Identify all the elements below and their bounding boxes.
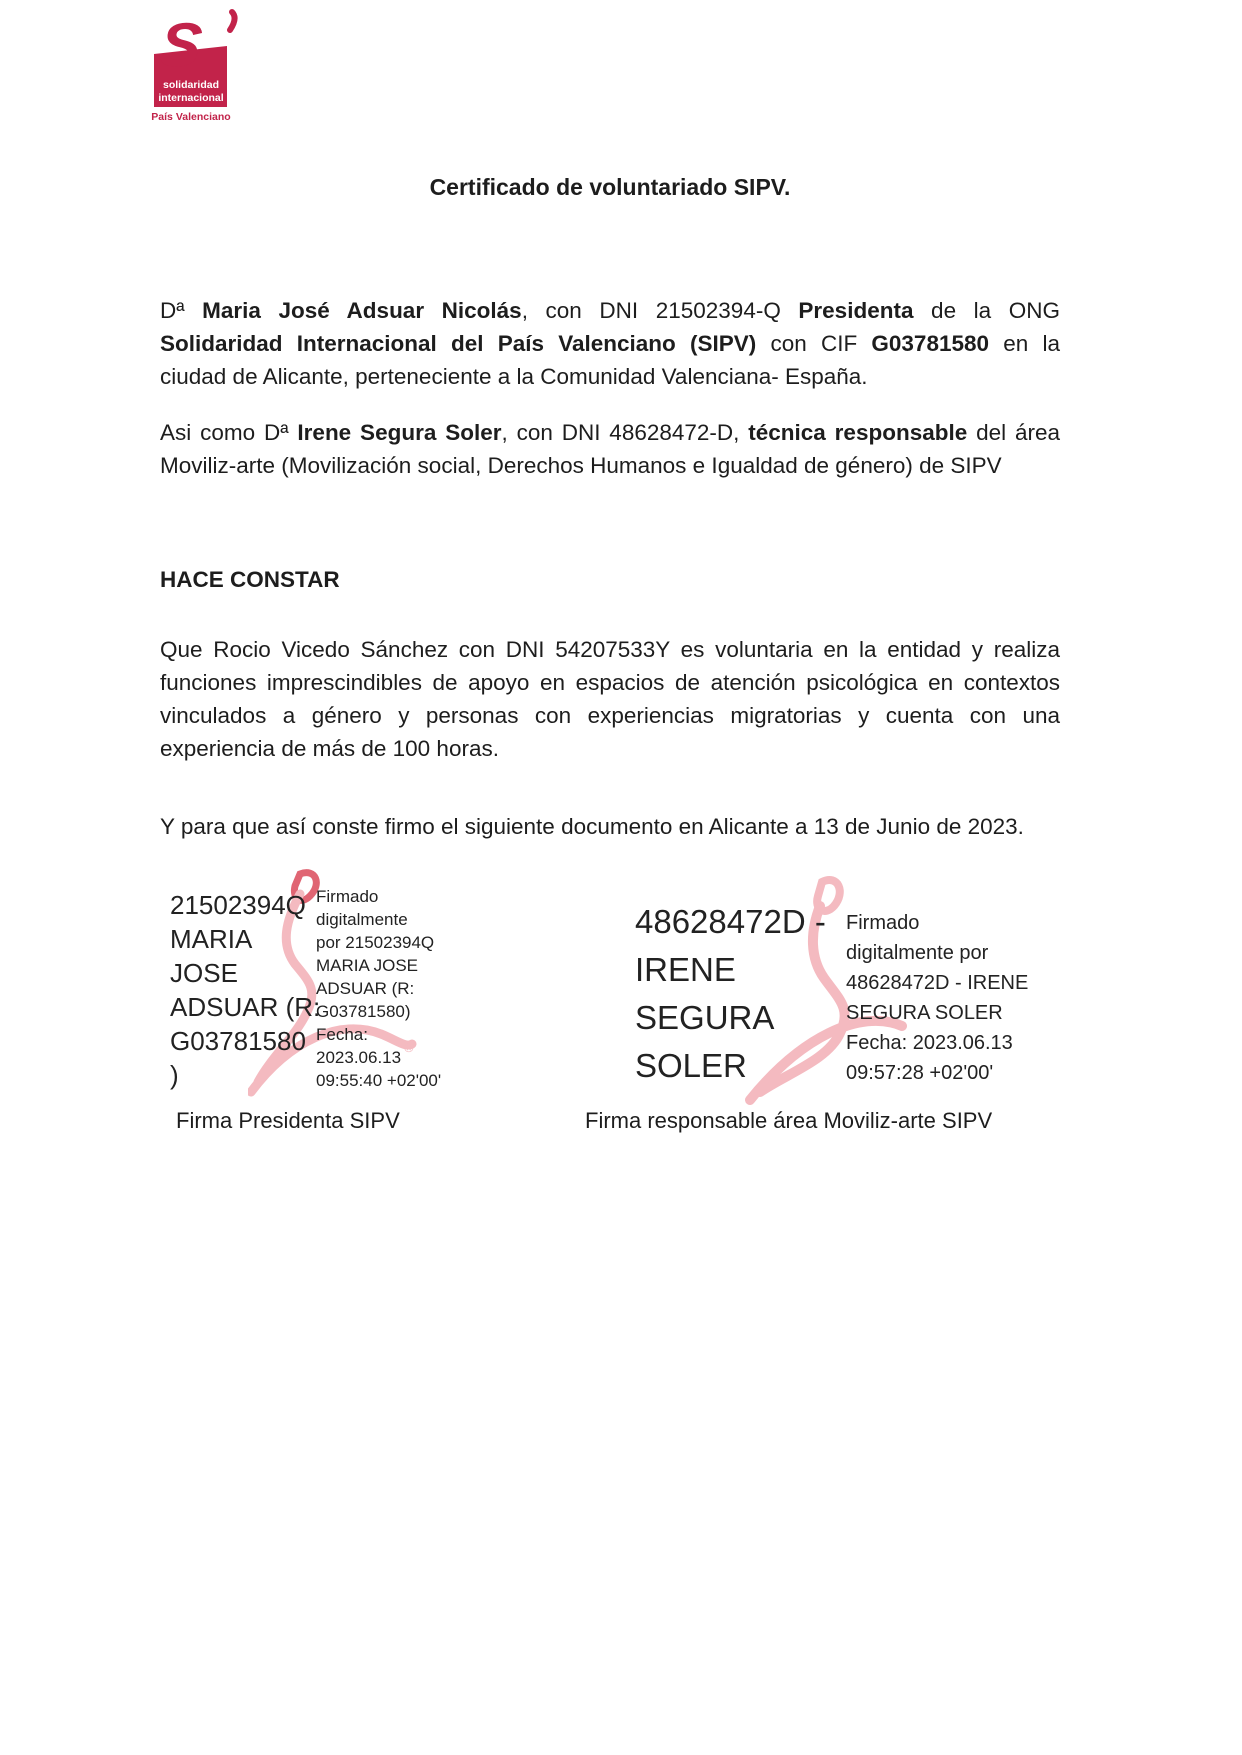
text-line: MARIA — [170, 924, 253, 954]
intro-paragraph — [160, 294, 1060, 393]
signature-left-details — [316, 885, 446, 1092]
text-line: ADSUAR (R: — [316, 979, 415, 998]
text-line: Firmado — [846, 912, 920, 934]
text-line: 48628472D - — [635, 903, 826, 940]
closing-paragraph: Y para que así conste firmo el siguiente documento en Alicante a 13 de Junio de 2023. — [160, 814, 1024, 839]
text-line: ADSUAR (R: — [170, 992, 321, 1022]
text-line: por 21502394Q — [316, 933, 435, 952]
text-line: funciones imprescindibles de apoyo en espacios de atención psicológica en contextos — [160, 670, 1060, 695]
text-line: Asi como Dª Irene Segura Soler, con DNI 48628472-D, técnica responsable del área — [160, 420, 1061, 445]
text-line: SEGURA — [635, 999, 775, 1036]
text-line: 48628472D - IRENE — [846, 972, 1029, 994]
text-line: MARIA JOSE — [316, 956, 419, 975]
signature-left-name — [170, 888, 330, 1092]
text-line: ciudad de Alicante, perteneciente a la Comunidad Valenciana- España. — [160, 364, 868, 389]
registered-mark: ® — [404, 1040, 414, 1055]
hace-constar-heading: HACE CONSTAR — [160, 567, 340, 592]
text-line: Dª Maria José Adsuar Nicolás, con DNI 21502394-Q Presidenta de la ONG — [160, 298, 1061, 323]
logo-text-solidaridad: solidaridad — [162, 79, 220, 91]
text-line: G03781580) — [316, 1002, 411, 1021]
text-line: 09:57:28 +02'00' — [846, 1062, 994, 1084]
certificate-title: Certificado de voluntariado SIPV. — [429, 174, 791, 200]
text-line: digitalmente — [316, 910, 408, 929]
text-line: Fecha: 2023.06.13 — [846, 1032, 1013, 1054]
second-paragraph — [160, 416, 1060, 482]
text-line: Fecha: — [316, 1025, 368, 1044]
text-line: JOSE — [170, 958, 238, 988]
text-line: vinculados a género y personas con experiencias migratorias y cuenta con una — [160, 703, 1060, 728]
text-line: 2023.06.13 — [316, 1048, 402, 1067]
logo-text-pais-valenciano: País Valenciano — [151, 111, 231, 123]
text-line: digitalmente por — [846, 942, 989, 964]
text-line: ) — [170, 1060, 179, 1090]
text-line: Que Rocio Vicedo Sánchez con DNI 54207533Y es voluntaria en la entidad y realiza — [160, 637, 1060, 662]
signature-caption-left: Firma Presidenta SIPV — [176, 1108, 400, 1133]
sipv-logo — [150, 8, 245, 126]
text-line: G03781580 — [170, 1026, 306, 1056]
signature-right-details — [846, 908, 1066, 1088]
text-line: 21502394Q — [170, 890, 306, 920]
logo-accent-mark — [230, 12, 235, 30]
text-line: Firmado — [316, 887, 379, 906]
text-line: SOLER — [635, 1047, 747, 1084]
text-line: Solidaridad Internacional del País Valenciano (SIPV) con CIF G03781580 en la — [160, 331, 1060, 356]
text-line: experiencia de más de 100 horas. — [160, 736, 499, 761]
text-line: 09:55:40 +02'00' — [316, 1071, 442, 1090]
signature-right-name — [635, 898, 865, 1090]
statement-paragraph — [160, 633, 1060, 765]
logo-si-letter: S — [156, 11, 206, 80]
signature-caption-right: Firma responsable área Moviliz-arte SIPV — [585, 1108, 993, 1133]
text-line: Moviliz-arte (Movilización social, Derechos Humanos e Igualdad de género) de SIPV — [160, 453, 1002, 478]
text-line: IRENE — [635, 951, 736, 988]
text-line: SEGURA SOLER — [846, 1002, 1003, 1024]
logo-text-internacional: internacional — [158, 92, 224, 104]
